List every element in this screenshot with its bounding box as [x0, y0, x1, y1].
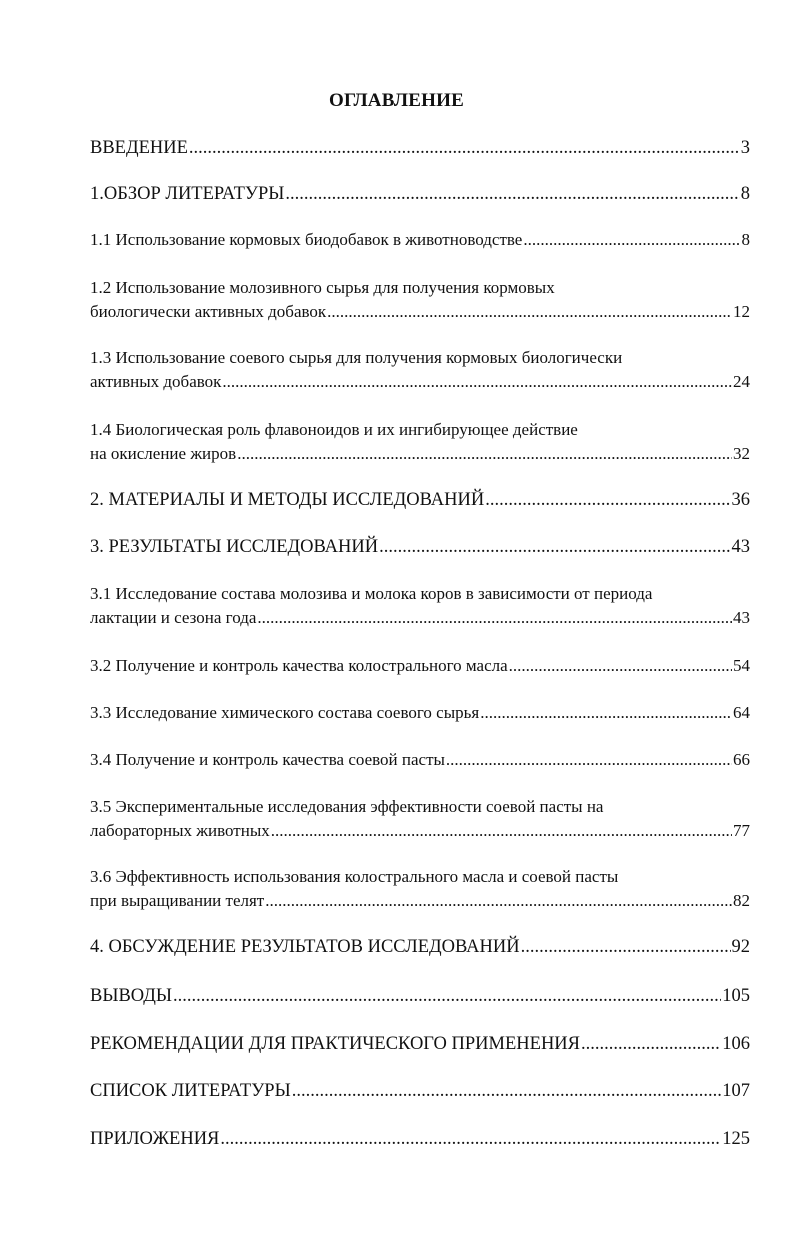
toc-entry-text: 3.3 Исследование химического состава соевого сырья: [90, 703, 480, 722]
toc-entry-text: 1.ОБЗОР ЛИТЕРАТУРЫ: [90, 184, 285, 204]
toc-leader-dots: [509, 654, 732, 678]
toc-entry-text: биологически активных добавок: [90, 302, 327, 321]
toc-entry-text: активных добавок: [90, 372, 222, 391]
toc-entry-chapter-1[interactable]: [90, 183, 750, 205]
toc-page-number: 43: [731, 537, 750, 557]
toc-entry-text: СПИСОК ЛИТЕРАТУРЫ: [90, 1081, 291, 1101]
toc-page-number: 125: [722, 1129, 750, 1149]
toc-entry-first-line: 3.1 Исследование состава молозива и молока коров в зависимости от периода: [90, 584, 653, 603]
toc-leader-dots: [292, 1080, 722, 1102]
toc-page-number: 3: [740, 138, 750, 158]
toc-page-number: 8: [740, 184, 750, 204]
toc-entry-first-line: 1.4 Биологическая роль флавоноидов и их ингибирующее действие: [90, 420, 578, 439]
toc-entry-text: 2. МАТЕРИАЛЫ И МЕТОДЫ ИССЛЕДОВАНИЙ: [90, 490, 485, 510]
toc-entry-text: 4. ОБСУЖДЕНИЕ РЕЗУЛЬТАТОВ ИССЛЕДОВАНИЙ: [90, 937, 520, 957]
toc-entry-text: ВЫВОДЫ: [90, 986, 173, 1006]
toc-entry-1-1[interactable]: [90, 228, 750, 252]
toc-entry-chapter-2[interactable]: [90, 489, 750, 511]
toc-leader-dots: [523, 228, 740, 252]
toc-entry-first-line: 3.6 Эффективность использования колострального масла и соевой пасты: [90, 867, 619, 886]
toc-leader-dots: [265, 889, 732, 913]
toc-entry-chapter-4[interactable]: [90, 936, 750, 958]
toc-entry-text: 3.4 Получение и контроль качества соевой пасты: [90, 750, 445, 769]
toc-leader-dots: [379, 536, 730, 558]
toc-leader-dots: [485, 489, 730, 511]
toc-entry-1-2[interactable]: [90, 276, 750, 324]
toc-leader-dots: [257, 606, 732, 630]
toc-leader-dots: [237, 442, 732, 466]
toc-entry-3-5[interactable]: [90, 795, 750, 843]
toc-leader-dots: [271, 819, 732, 843]
toc-page-number: 92: [731, 937, 750, 957]
toc-page-number: 43: [733, 608, 750, 627]
toc-entry-conclusions[interactable]: [90, 985, 750, 1007]
toc-entry-first-line: 1.3 Использование соевого сырья для получения кормовых биологически: [90, 348, 623, 367]
toc-leader-dots: [521, 936, 731, 958]
toc-entry-3-1[interactable]: [90, 582, 750, 630]
toc-leader-dots: [480, 701, 732, 725]
toc-leader-dots: [327, 300, 732, 324]
toc-entry-first-line: 1.2 Использование молозивного сырья для получения кормовых: [90, 278, 555, 297]
toc-leader-dots: [285, 183, 739, 205]
toc-entry-appendices[interactable]: [90, 1128, 750, 1150]
toc-page-number: 66: [733, 750, 750, 769]
toc-page-number: 32: [733, 444, 750, 463]
toc-page-number: 106: [722, 1034, 750, 1054]
toc-leader-dots: [220, 1128, 721, 1150]
toc-entry-1-3[interactable]: [90, 346, 750, 394]
toc-leader-dots: [189, 137, 740, 159]
toc-page-number: 64: [733, 703, 750, 722]
toc-entry-text: ВВЕДЕНИЕ: [90, 138, 188, 158]
toc-entry-references[interactable]: [90, 1080, 750, 1102]
toc-page-number: 105: [722, 986, 750, 1006]
toc-entry-chapter-3[interactable]: [90, 536, 750, 558]
toc-entry-text: лактации и сезона года: [90, 608, 257, 627]
toc-entry-text: при выращивании телят: [90, 891, 265, 910]
page-title: ОГЛАВЛЕНИЕ: [329, 90, 464, 111]
toc-page-number: 12: [733, 302, 750, 321]
toc-entry-3-2[interactable]: [90, 654, 750, 678]
toc-leader-dots: [446, 748, 732, 772]
toc-leader-dots: [222, 370, 732, 394]
toc-entry-3-4[interactable]: [90, 748, 750, 772]
toc-entry-text: 1.1 Использование кормовых биодобавок в животноводстве: [90, 230, 523, 249]
toc-entry-recommendations[interactable]: [90, 1033, 750, 1055]
toc-entry-text: на окисление жиров: [90, 444, 237, 463]
toc-entry-1-4[interactable]: [90, 418, 750, 466]
toc-entry-text: лабораторных животных: [90, 821, 270, 840]
toc-entry-introduction[interactable]: [90, 137, 750, 159]
toc-page-number: 24: [733, 372, 750, 391]
toc-page-number: 77: [733, 821, 750, 840]
toc-entry-text: 3. РЕЗУЛЬТАТЫ ИССЛЕДОВАНИЙ: [90, 537, 379, 557]
toc-entry-text: РЕКОМЕНДАЦИИ ДЛЯ ПРАКТИЧЕСКОГО ПРИМЕНЕНИЯ: [90, 1034, 580, 1054]
toc-page-number: 54: [733, 656, 750, 675]
toc-page-number: 82: [733, 891, 750, 910]
toc-leader-dots: [581, 1033, 721, 1055]
toc-entry-text: ПРИЛОЖЕНИЯ: [90, 1129, 220, 1149]
toc-page-number: 36: [731, 490, 750, 510]
toc-entry-first-line: 3.5 Экспериментальные исследования эффективности соевой пасты на: [90, 797, 604, 816]
toc-page-number: 8: [741, 230, 750, 249]
toc-entry-3-6[interactable]: [90, 865, 750, 913]
toc-leader-dots: [173, 985, 721, 1007]
toc-page-number: 107: [722, 1081, 750, 1101]
toc-entry-text: 3.2 Получение и контроль качества колострального масла: [90, 656, 508, 675]
toc-entry-3-3[interactable]: [90, 701, 750, 725]
